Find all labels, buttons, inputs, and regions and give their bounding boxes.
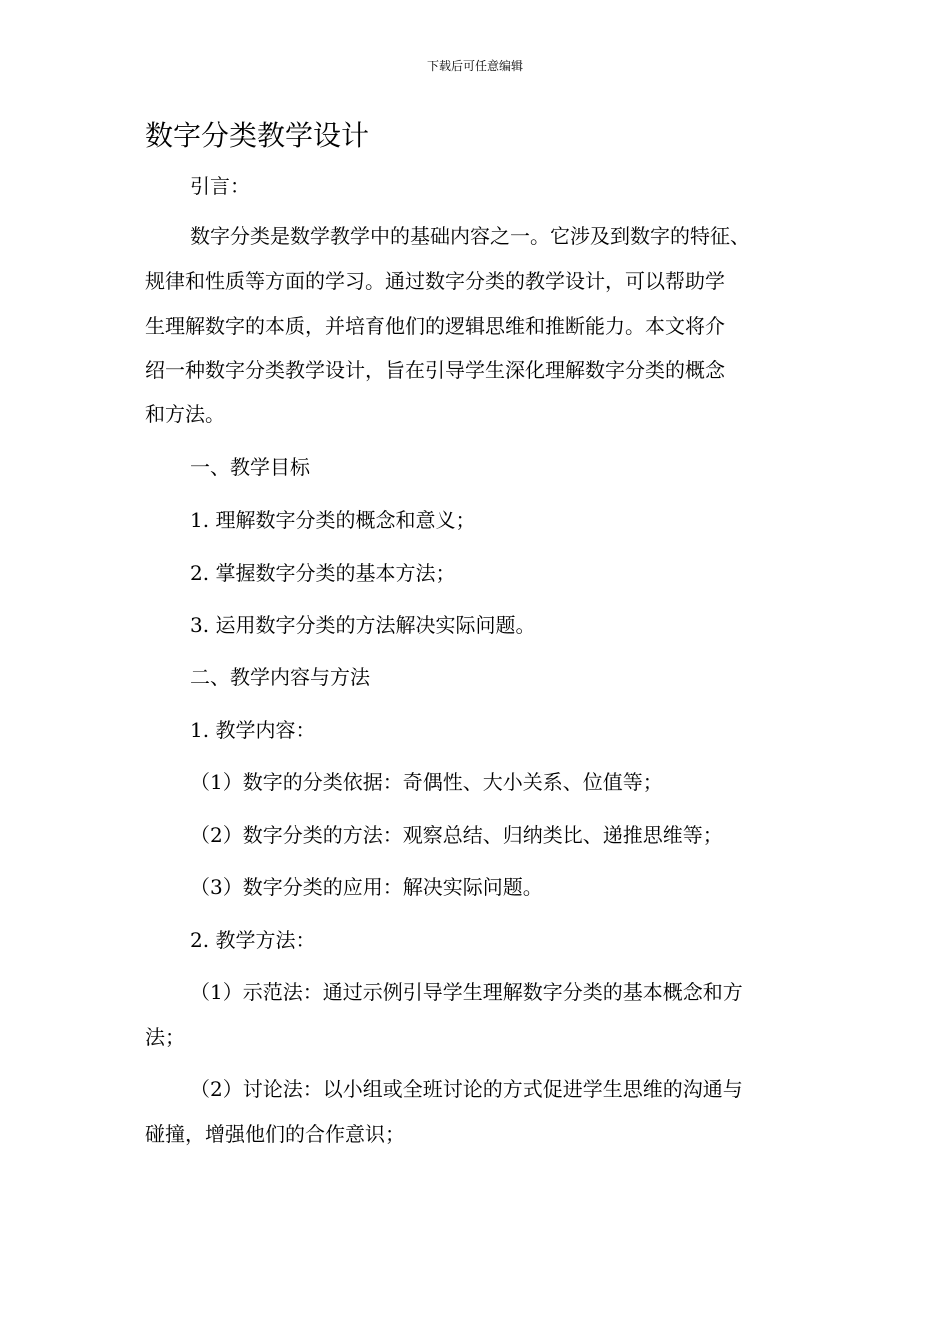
- paragraph-intro-line: 生理解数字的本质，并培育他们的逻辑思维和推断能力。本文将介: [145, 314, 725, 338]
- list-item-objective: 1. 理解数字分类的概念和意义；: [190, 508, 476, 532]
- paragraph-intro-label: 引言：: [190, 174, 250, 198]
- list-item-objective: 3. 运用数字分类的方法解决实际问题。: [190, 613, 536, 637]
- list-item-method-line: 法；: [145, 1025, 185, 1049]
- paragraph-intro-line: 绍一种数字分类教学设计，旨在引导学生深化理解数字分类的概念: [145, 358, 725, 382]
- section-heading-content-methods: 二、教学内容与方法: [190, 665, 370, 689]
- paragraph-intro-line: 和方法。: [145, 402, 225, 426]
- list-item-content: （1）数字的分类依据：奇偶性、大小关系、位值等；: [190, 770, 663, 794]
- list-item-method-line: （2）讨论法：以小组或全班讨论的方式促进学生思维的沟通与: [190, 1077, 743, 1101]
- subsection-heading-methods: 2. 教学方法：: [190, 928, 316, 952]
- list-item-method-line: （1）示范法：通过示例引导学生理解数字分类的基本概念和方: [190, 980, 743, 1004]
- list-item-objective: 2. 掌握数字分类的基本方法；: [190, 561, 456, 585]
- paragraph-intro-line: 数字分类是数学教学中的基础内容之一。它涉及到数字的特征、: [190, 224, 750, 248]
- document-title: 数字分类教学设计: [145, 119, 370, 152]
- section-heading-objectives: 一、教学目标: [190, 455, 310, 479]
- list-item-content: （2）数字分类的方法：观察总结、归纳类比、递推思维等；: [190, 823, 723, 847]
- subsection-heading-content: 1. 教学内容：: [190, 718, 316, 742]
- list-item-method-line: 碰撞，增强他们的合作意识；: [145, 1122, 405, 1146]
- paragraph-intro-line: 规律和性质等方面的学习。通过数字分类的教学设计，可以帮助学: [145, 269, 725, 293]
- list-item-content: （3）数字分类的应用：解决实际问题。: [190, 875, 543, 899]
- page-header-note: 下载后可任意编辑: [426, 59, 523, 73]
